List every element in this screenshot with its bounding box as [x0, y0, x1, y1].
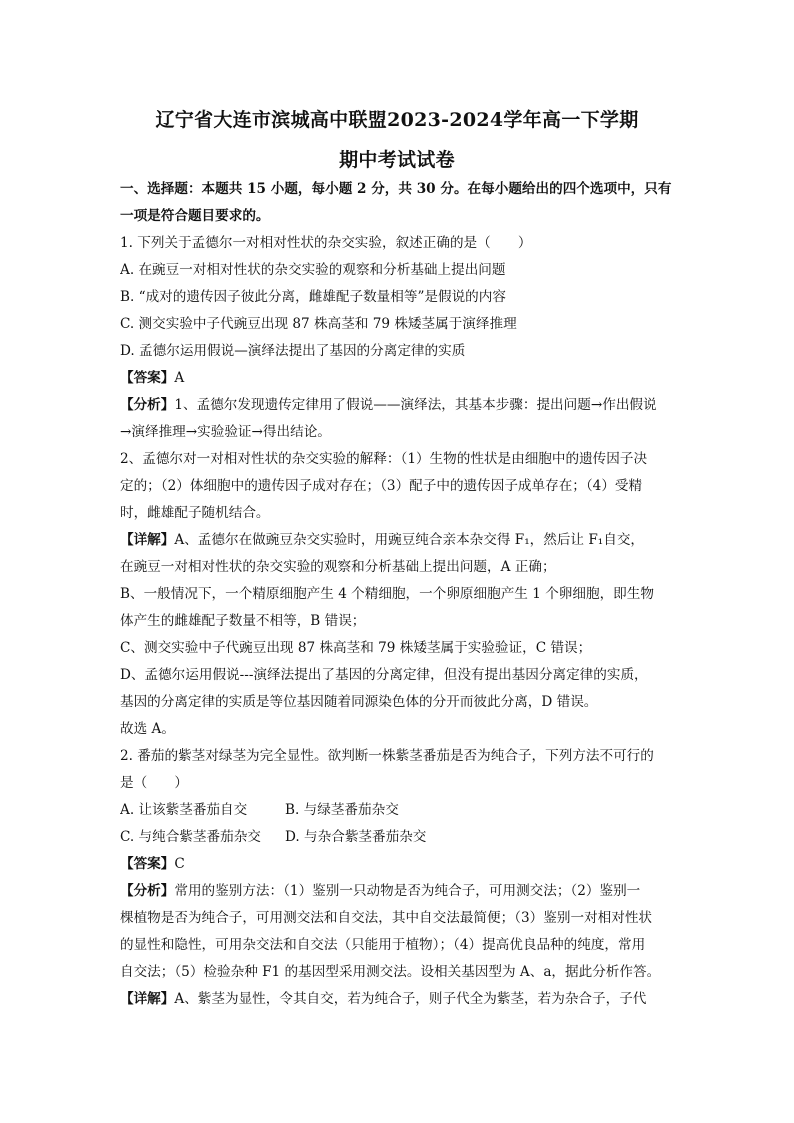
detail-text: 体产生的雌雄配子数量不相等，B 错误； [120, 613, 366, 629]
detail-label: 【详解】 [120, 991, 175, 1007]
analysis-text: →演绎推理→实验验证→得出结论。 [120, 424, 331, 440]
question-option: A. 让该紫茎番茄自交 [120, 802, 248, 818]
analysis-text: 棵植物是否为纯合子，可用测交法和自交法，其中自交法最简便；（3）鉴别一对相对性状 [120, 910, 653, 926]
answer-label: 【答案】 [120, 856, 175, 872]
detail-text: 在豌豆一对相对性状的杂交实验的观察和分析基础上提出问题，A 正确； [120, 559, 556, 575]
detail-line [120, 527, 678, 554]
question-stem: 是（ ） [120, 775, 188, 791]
detail-text: 故选 A。 [120, 721, 175, 737]
detail-line [120, 986, 678, 1013]
question-option: A. 在豌豆一对相对性状的杂交实验的观察和分析基础上提出问题 [120, 262, 506, 278]
detail-label: 【详解】 [120, 532, 175, 548]
analysis-text: 时，雌雄配子随机结合。 [120, 505, 270, 521]
answer-value: A [174, 370, 185, 386]
analysis-label: 【分析】 [120, 883, 175, 899]
question-option: B. 与绿茎番茄杂交 [285, 802, 399, 818]
analysis-line [120, 392, 678, 419]
analysis-text: 常用的鉴别方法：（1）鉴别一只动物是否为纯合子，可用测交法；（2）鉴别一 [174, 883, 641, 899]
analysis-text: 2、孟德尔对一对相对性状的杂交实验的解释：（1）生物的性状是由细胞中的遗传因子决 [120, 451, 648, 467]
detail-text: A、紫茎为显性，令其自交，若为纯合子，则子代全为紫茎，若为杂合子，子代 [174, 991, 647, 1007]
section-header: 一、选择题：本题共 15 小题，每小题 2 分，共 30 分。在每小题给出的四个选项中，只有 [120, 181, 672, 197]
doc-title-line1: 辽宁省大连市滨城高中联盟2023-2024学年高一下学期 [155, 109, 639, 131]
section-header: 一项是符合题目要求的。 [120, 208, 270, 224]
analysis-line [120, 878, 678, 905]
detail-text: C、测交实验中子代豌豆出现 87 株高茎和 79 株矮茎属于实验验证，C 错误； [120, 640, 592, 656]
question-option: C. 测交实验中子代豌豆出现 87 株高茎和 79 株矮茎属于演绎推理 [120, 316, 517, 332]
answer-line [120, 851, 678, 878]
analysis-text: 的显性和隐性，可用杂交法和自交法（只能用于植物）；（4）提高优良品种的纯度，常用 [120, 937, 646, 953]
question-stem: 1. 下列关于孟德尔一对相对性状的杂交实验，叙述正确的是（ ） [120, 235, 532, 251]
detail-text: D、孟德尔运用假说---演绎法提出了基因的分离定律，但没有提出基因分离定律的实质， [120, 667, 648, 683]
question-option: C. 与纯合紫茎番茄杂交 [120, 829, 261, 845]
analysis-text: 1、孟德尔发现遗传定律用了假说——演绎法，其基本步骤：提出问题→作出假说 [174, 397, 657, 413]
question-options-row [120, 824, 678, 851]
question-option: D. 与杂合紫茎番茄杂交 [285, 829, 427, 845]
detail-text: B、一般情况下，一个精原细胞产生 4 个精细胞，一个卵原细胞产生 1 个卵细胞，即生物 [120, 586, 654, 602]
content-body [120, 176, 678, 1013]
question-stem: 2. 番茄的紫茎对绿茎为完全显性。欲判断一株紫茎番茄是否为纯合子，下列方法不可行的 [120, 748, 654, 764]
question-option: B. “成对的遗传因子彼此分离，雌雄配子数量相等”是假说的内容 [120, 289, 506, 305]
answer-label: 【答案】 [120, 370, 175, 386]
detail-text: A、孟德尔在做豌豆杂交实验时，用豌豆纯合亲本杂交得 F₁，然后让 F₁自交， [174, 532, 645, 548]
analysis-text: 自交法；（5）检验杂种 F1 的基因型采用测交法。设相关基因型为 A、a，据此分析作答。 [120, 964, 661, 980]
answer-value: C [174, 856, 185, 872]
answer-line [120, 365, 678, 392]
detail-text: 基因的分离定律的实质是等位基因随着同源染色体的分开而彼此分离，D 错误。 [120, 694, 598, 710]
doc-title-line2: 期中考试试卷 [339, 149, 455, 171]
analysis-label: 【分析】 [120, 397, 175, 413]
analysis-text: 定的；（2）体细胞中的遗传因子成对存在；（3）配子中的遗传因子成单存在；（4）受精 [120, 478, 643, 494]
question-options-row [120, 797, 678, 824]
question-option: D. 孟德尔运用假说—演绎法提出了基因的分离定律的实质 [120, 343, 466, 359]
